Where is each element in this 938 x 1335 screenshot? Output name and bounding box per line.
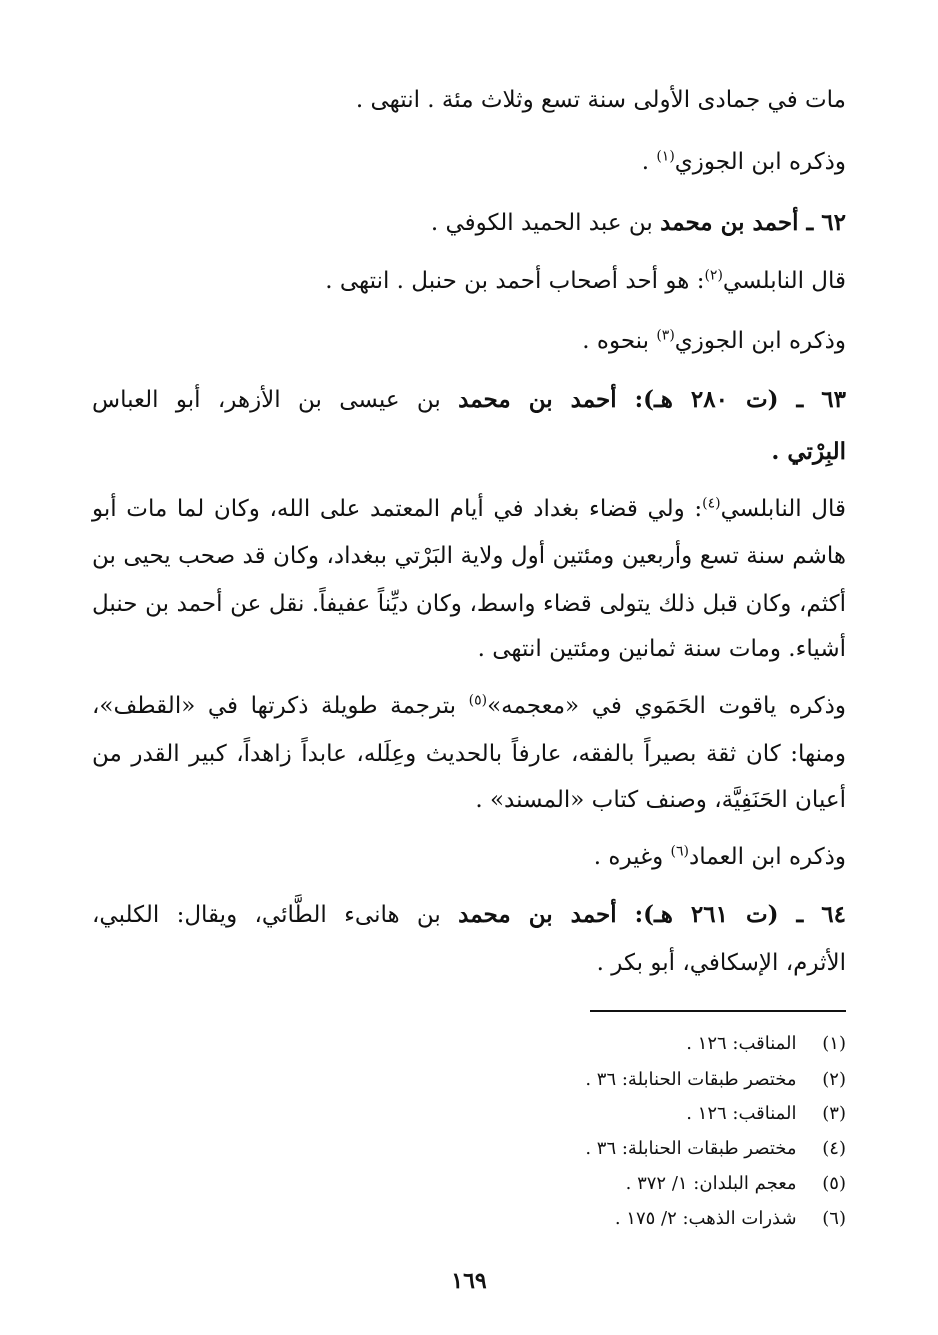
footnote-2: (٢) مختصر طبقات الحنابلة: ٣٦ . (585, 1069, 846, 1090)
text-line-4: قال النابلسي$^{(٢)}$: هو أحد أصحاب أحمد بن حنبل . انتهى . (325, 267, 846, 294)
text-line-11: أشياء. ومات سنة ثمانين ومئتين انتهى . (477, 636, 846, 662)
text-line-12: وذكره ياقوت الحَمَوي في «معجمه»$^{(٥)}$ بترجمة طويلة ذكرتها في «القطف»، (92, 692, 846, 719)
footnote-ref-4: (٤) (702, 495, 721, 512)
text-line-10: أكثم، وكان قبل ذلك يتولى قضاء واسط، وكان ديِّناً عفيفاً. نقل عن أحمد بن حنبل (92, 591, 846, 617)
text-line-17: الأثرم، الإسكافي، أبو بكر . (596, 950, 846, 976)
footnote-ref-1: (١) (656, 148, 675, 165)
text-line-9: هاشم سنة تسع وأربعين ومئتين أول ولاية البَرْتي ببغداد، وكان قد صحب يحيى بن (92, 543, 846, 569)
entry-64-heading: ٦٤ ـ (ت ٢٦١ هـ): أحمد بن محمد بن هانىء الطَّائي، ويقال: الكلبي، (92, 901, 846, 928)
footnote-5: (٥) معجم البلدان: ١/ ٣٧٢ . (625, 1173, 846, 1194)
footnote-ref-3: (٣) (656, 327, 675, 344)
footnote-6: (٦) شذرات الذهب: ٢/ ١٧٥ . (614, 1208, 846, 1229)
footnote-ref-2: (٢) (704, 267, 723, 284)
text-line-8: قال النابلسي$^{(٤)}$: ولي قضاء بغداد في أيام المعتمد على الله، وكان لما مات أبو (92, 495, 847, 522)
footnote-ref-5: (٥) (468, 692, 488, 709)
text-line-15: وذكره ابن العماد$^{(٦)}$ وغيره . (593, 843, 846, 870)
text-line-2: وذكره ابن الجوزي$^{(١)}$ . (641, 148, 846, 175)
footnote-3: (٣) المناقب: ١٢٦ . (686, 1103, 846, 1124)
footnote-ref-6: (٦) (670, 843, 689, 860)
text-line-14: أعيان الحَنَفِيَّة، وصنف كتاب «المسند» . (475, 787, 846, 813)
footnote-1: (١) المناقب: ١٢٦ . (686, 1033, 846, 1054)
footnote-divider (590, 1010, 846, 1012)
text-line-5: وذكره ابن الجوزي$^{(٣)}$ بنحوه . (582, 327, 846, 354)
entry-63-heading: ٦٣ ـ (ت ٢٨٠ هـ): أحمد بن محمد بن عيسى بن الأزهر، أبو العباس (92, 386, 846, 413)
text-line-13: ومنها: كان ثقة بصيراً بالفقه، عارفاً بالحديث وعِلَله، عابداً زاهداً، كبير القدر من (92, 741, 846, 767)
footnote-4: (٤) مختصر طبقات الحنابلة: ٣٦ . (585, 1138, 846, 1159)
entry-62-heading: ٦٢ ـ أحمد بن محمد بن عبد الحميد الكوفي . (430, 209, 846, 236)
text-line-7: البِرْتي . (771, 438, 846, 465)
text-line-1: مات في جمادى الأولى سنة تسع وثلاث مئة . انتهى . (355, 87, 846, 113)
page-number: ١٦٩ (451, 1268, 487, 1294)
